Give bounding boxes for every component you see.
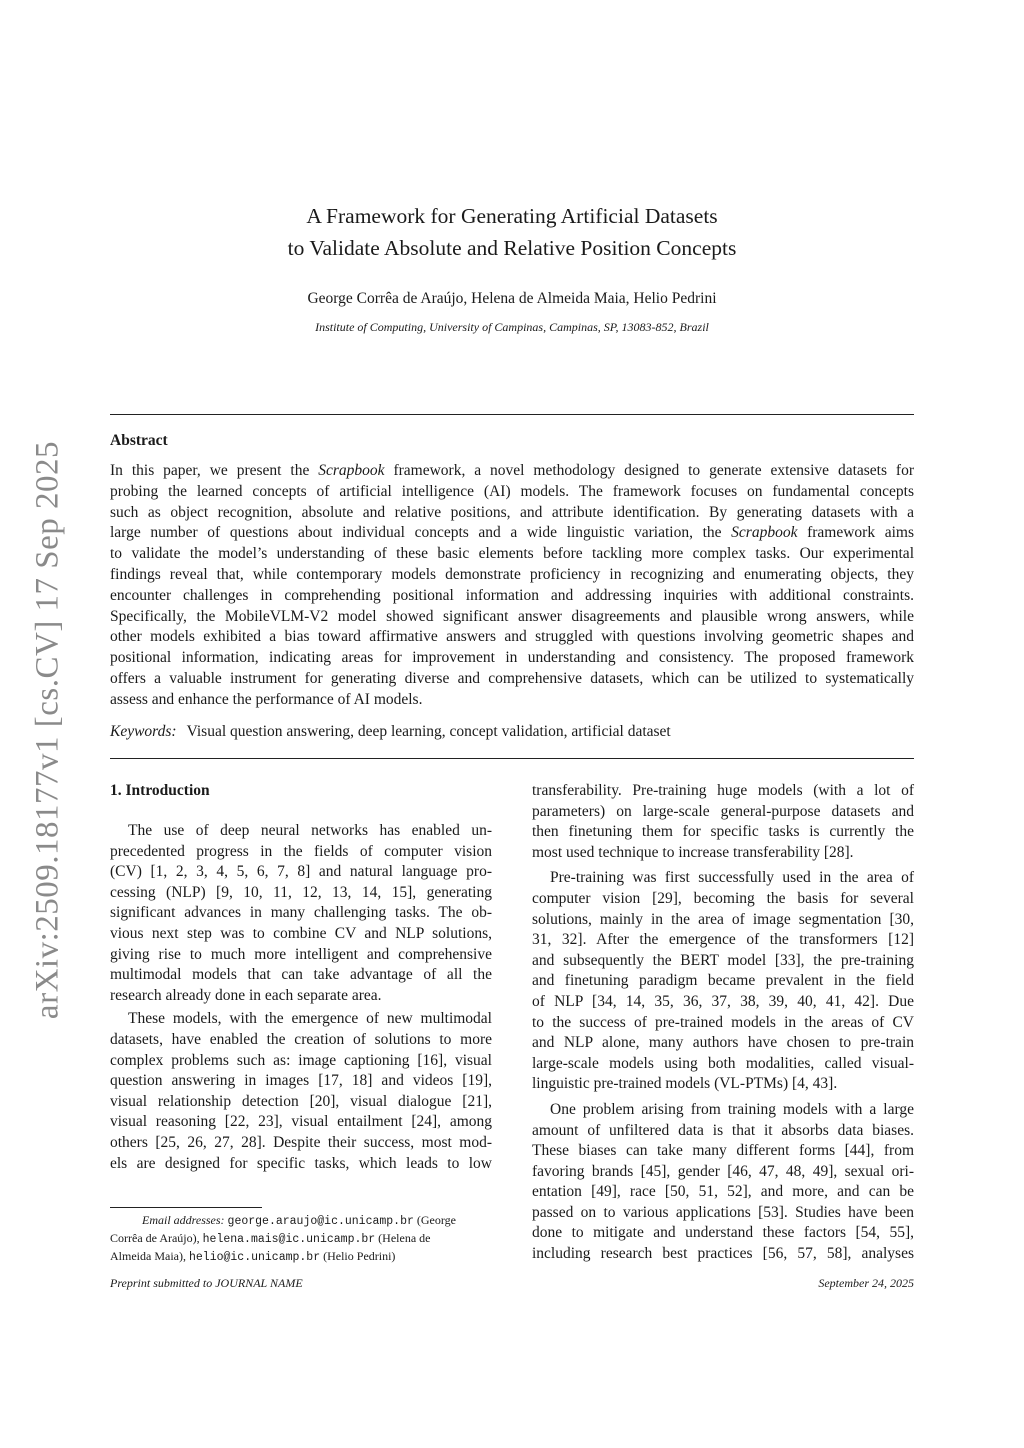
text-line: The use of deep neural networks has enabled un- (128, 822, 492, 839)
text-line: including research best practices [56, 57, 58], analyses (532, 1245, 914, 1263)
text-line: passed on to various applications [53]. Studies have been (532, 1203, 914, 1221)
abstract-line (110, 461, 914, 482)
keywords-label: Keywords: (110, 723, 177, 740)
footnote-rule (110, 1207, 262, 1208)
text-line: significant advances in many challenging tasks. The ob- (110, 904, 492, 922)
text-line: These models, with the emergence of new multimodal (128, 1010, 492, 1028)
text-line: of NLP [34, 14, 35, 36, 37, 38, 39, 40, 41, 42]. Due (532, 992, 914, 1010)
email-george[interactable]: george.araujo@ic.unicamp.br (227, 1215, 414, 1228)
text-line: linguistic pre-trained models (VL-PTMs) [4, 43]. (532, 1075, 838, 1093)
text-line: computer vision [29], becoming the basis for several (532, 889, 914, 907)
text-line: (CV) [1, 2, 3, 4, 5, 6, 7, 8] and natural language pro- (110, 863, 492, 881)
abstract-line (110, 503, 914, 524)
text-line: parameters) on large-scale general-purpose datasets and (532, 802, 914, 820)
text-line: amount of unfiltered data is that it absorbs data biases. (532, 1121, 914, 1139)
footnote-label: Email addresses: (142, 1213, 225, 1227)
footer-date: September 24, 2025 (818, 1276, 914, 1290)
text-line: 31, 32]. After the emergence of the transformers [12] (532, 931, 914, 949)
paragraph (110, 1009, 492, 1174)
text-line: then finetuning them for specific tasks is currently the (532, 823, 914, 841)
footnote-name-2a: (Helena de (378, 1231, 431, 1245)
abstract-text: encounter challenges in comprehending positional information and addressing inquiries with additional constraints. (110, 586, 914, 604)
text-line: giving rise to much more intelligent and comprehensive (110, 945, 492, 963)
paragraph (532, 868, 914, 1095)
text-line: solutions, mainly in the area of image segmentation [30, (532, 910, 914, 928)
framework-name: Scrapbook (318, 462, 385, 479)
abstract-line (110, 669, 914, 690)
paper-title (110, 200, 914, 264)
email-helena[interactable]: helena.mais@ic.unicamp.br (202, 1233, 376, 1246)
abstract-bottom-rule (110, 758, 914, 759)
text-line: els are designed for specific tasks, which leads to low (110, 1154, 492, 1172)
footnote-name-2b: Almeida Maia), (110, 1249, 186, 1263)
abstract-text: offers a valuable instrument for generating diverse and comprehensive datasets, which can be utilized to systematically (110, 669, 914, 687)
abstract-line (110, 523, 914, 544)
text-line: vious next step was to combine CV and NLP solutions, (110, 924, 492, 942)
text-line: precedented progress in the fields of computer vision (110, 842, 492, 860)
text-line: visual relationship detection [20], visual dialogue [21], (110, 1092, 492, 1110)
text-line: large-scale models using both modalities, called visual- (532, 1054, 914, 1072)
text-line: and subsequently the BERT model [33], the pre-training (532, 951, 914, 969)
keywords (110, 723, 671, 741)
abstract-text: such as object recognition, absolute and relative positions, and attribute identification. By generating datasets with a (110, 503, 914, 521)
text-line: favoring brands [45], gender [46, 47, 48, 49], sexual ori- (532, 1162, 914, 1180)
section-heading-introduction: 1. Introduction (110, 782, 210, 799)
abstract-text: positional information, indicating areas for improvement in understanding and consistency. The proposed framework (110, 649, 914, 667)
footer-preprint-note: Preprint submitted to JOURNAL NAME (110, 1276, 303, 1290)
text-line: Pre-training was first successfully used in the area of (550, 869, 914, 887)
abstract-text: large number of questions about individual concepts and a wide linguistic variation, the (110, 524, 732, 542)
text-line: to the success of pre-trained models in the areas of CV (532, 1013, 914, 1031)
abstract-line (110, 607, 914, 628)
paragraph (532, 1100, 914, 1265)
email-helio[interactable]: helio@ic.unicamp.br (188, 1251, 321, 1264)
paragraph (532, 781, 914, 863)
arxiv-identifier: arXiv:2509.18177v1 [cs.CV] 17 Sep 2025 (29, 440, 66, 1020)
title-line-2: to Validate Absolute and Relative Position Concepts (287, 236, 737, 260)
paragraph (110, 821, 492, 1006)
text-line: cessing (NLP) [9, 10, 11, 12, 13, 14, 15], generating (110, 883, 492, 901)
abstract-body (110, 461, 914, 711)
text-line: multimodal models that can take advantage of all the (110, 966, 492, 984)
framework-name: Scrapbook (731, 524, 798, 542)
title-line-1: A Framework for Generating Artificial Datasets (306, 204, 718, 228)
abstract-text: In this paper, we present the (110, 462, 319, 479)
email-footnote (110, 1212, 492, 1266)
footnote-name-3: (Helio Pedrini) (323, 1249, 396, 1263)
abstract-top-rule (110, 414, 914, 415)
keywords-text: Visual question answering, deep learning, concept validation, artificial dataset (186, 723, 671, 740)
abstract-text: framework, a novel methodology designed to generate extensive datasets for (384, 462, 914, 479)
abstract-heading: Abstract (110, 432, 168, 449)
abstract-text: findings reveal that, while contemporary models demonstrate proficiency in recognizing and enumerating objects, they (110, 565, 914, 583)
text-line: datasets, have enabled the creation of solutions to more (110, 1030, 492, 1048)
text-line: visual reasoning [22, 23], visual entailment [24], among (110, 1113, 492, 1131)
text-line: others [25, 26, 27, 28]. Despite their success, most mod- (110, 1133, 492, 1151)
abstract-line (110, 648, 914, 669)
text-line: One problem arising from training models with a large (550, 1100, 914, 1118)
author-list: George Corrêa de Araújo, Helena de Almeida Maia, Helio Pedrini (307, 290, 717, 307)
text-line: and NLP alone, many authors have chosen to pre-train (532, 1034, 914, 1052)
abstract-text: assess and enhance the performance of AI models. (110, 690, 423, 708)
abstract-line (110, 586, 914, 607)
abstract-line (110, 627, 914, 648)
abstract-text: probing the learned concepts of artificial intelligence (AI) models. The framework focuses on fundamental concepts (110, 482, 914, 500)
text-line: complex problems such as: image captioning [16], visual (110, 1051, 492, 1069)
text-line: research already done in each separate area. (110, 986, 382, 1004)
footnote-name-1a: (George (416, 1213, 456, 1227)
intro-right-column (532, 781, 914, 1265)
text-line: most used technique to increase transferability [28]. (532, 843, 854, 861)
footnote-name-1b: Corrêa de Araújo), (110, 1231, 200, 1245)
text-line: entation [49], race [50, 51, 52], and more, and can be (532, 1183, 914, 1201)
abstract-text: framework aims (797, 524, 914, 542)
abstract-line (110, 544, 914, 565)
abstract-line (110, 565, 914, 586)
abstract-line (110, 690, 914, 711)
text-line: transferability. Pre-training huge models (with a lot of (532, 782, 914, 799)
abstract-text: Specifically, the MobileVLM-V2 model showed significant answer disagreements and plausible wrong answers, while (110, 607, 914, 625)
text-line: and finetuning paradigm became prevalent in the field (532, 972, 914, 990)
text-line: These biases can take many different forms [44], from (532, 1142, 914, 1160)
intro-left-column (110, 821, 492, 1174)
abstract-text: to validate the model’s understanding of these basic elements before tackling more complex tasks. Our experimental (110, 545, 914, 563)
text-line: done to mitigate and understand these factors [54, 55], (532, 1224, 914, 1242)
affiliation: Institute of Computing, University of Campinas, Campinas, SP, 13083-852, Brazil (315, 320, 709, 334)
text-line: question answering in images [17, 18] and videos [19], (110, 1072, 492, 1090)
abstract-text: other models exhibited a bias toward affirmative answers and struggled with questions involving geometric shapes and (110, 628, 914, 646)
abstract-line (110, 482, 914, 503)
